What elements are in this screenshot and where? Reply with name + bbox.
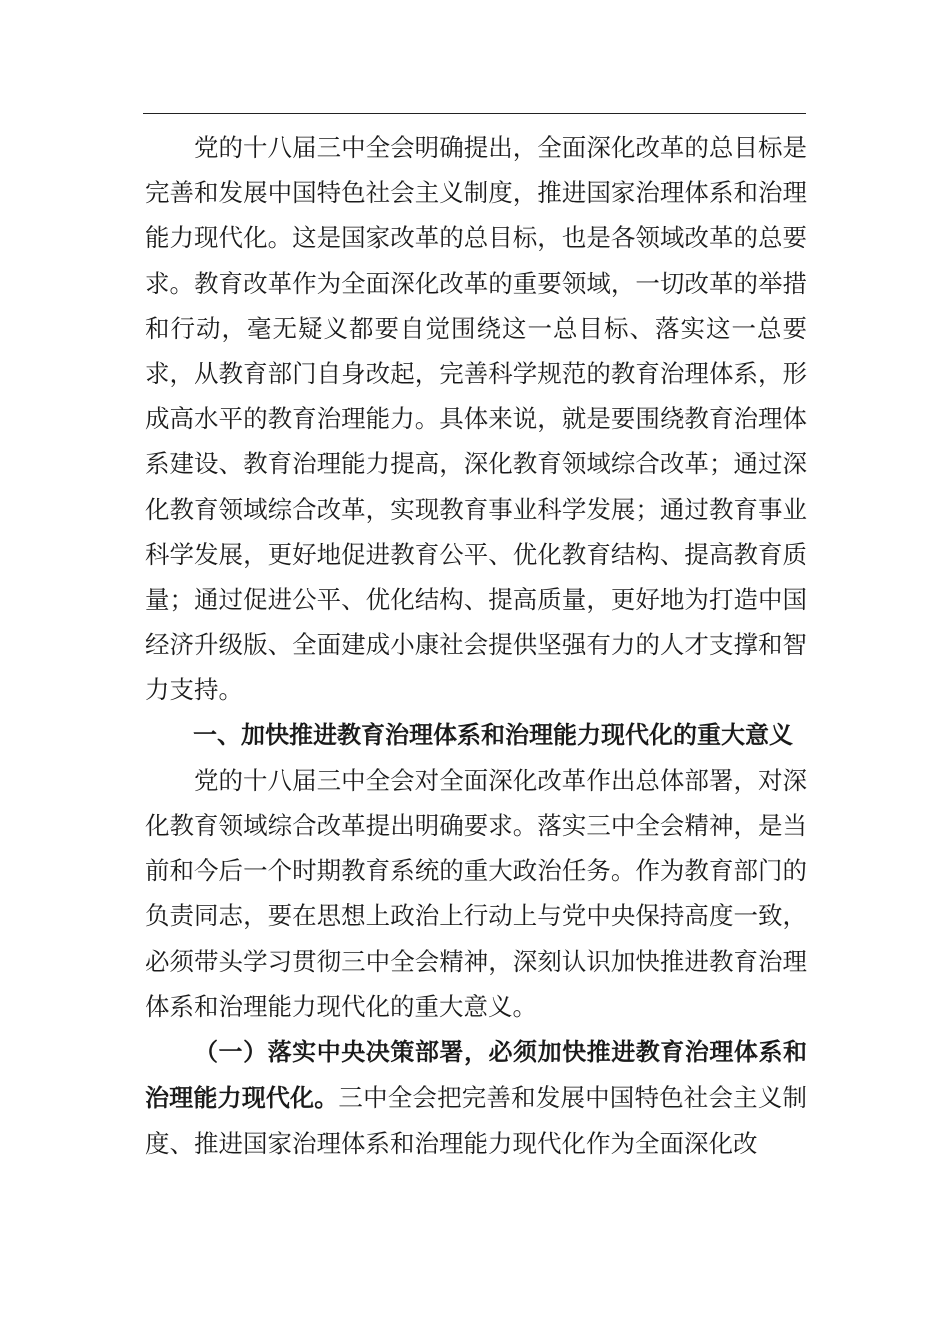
paragraph-intro: 党的十八届三中全会明确提出，全面深化改革的总目标是完善和发展中国特色社会主义制度，推进国家治理体系和治理能力现代化。这是国家改革的总目标，也是各领域改革的总要求。教育改革作为全面深化改革的重要领域，一切改革的举措和行动，毫无疑义都要自觉围绕这一总目标、落实这一总要求，从教育部门自身改起，完善科学规范的教育治理体系，形成高水平的教育治理能力。具体来说，就是要围绕教育治理体系建设、教育治理能力提高，深化教育领域综合改革；通过深化教育领域综合改革，实现教育事业科学发展；通过教育事业科学发展，更好地促进教育公平、优化教育结构、提高教育质量；通过促进公平、优化结构、提高质量，更好地为打造中国经济升级版、全面建成小康社会提供坚强有力的人才支撑和智力支持。 [145, 133, 807, 705]
paragraph-section-1: 党的十八届三中全会对全面深化改革作出总体部署，对深化教育领域综合改革提出明确要求。落实三中全会精神，是当前和今后一个时期教育系统的重大政治任务。作为教育部门的负责同志，要在思想上政治上行动上与党中央保持高度一致，必须带头学习贯彻三中全会精神，深刻认识加快推进教育治理体系和治理能力现代化的重大意义。 [145, 765, 807, 1021]
subsection-text: 三中全会把完善和发展中国特色社会主义制度、推进国家治理体系和治理能力现代化作为全面深化改 [145, 1083, 808, 1159]
subsection-lead: （一）落实中央决策部署，必须加快推进教育治理体系和治理能力现代化。 [145, 1038, 807, 1113]
section-heading-1: 一、加快推进教育治理体系和治理能力现代化的重大意义 [193, 720, 793, 749]
document-body [145, 125, 807, 1167]
paragraph-subsection-1 [145, 1029, 807, 1167]
header-rule [143, 113, 806, 114]
